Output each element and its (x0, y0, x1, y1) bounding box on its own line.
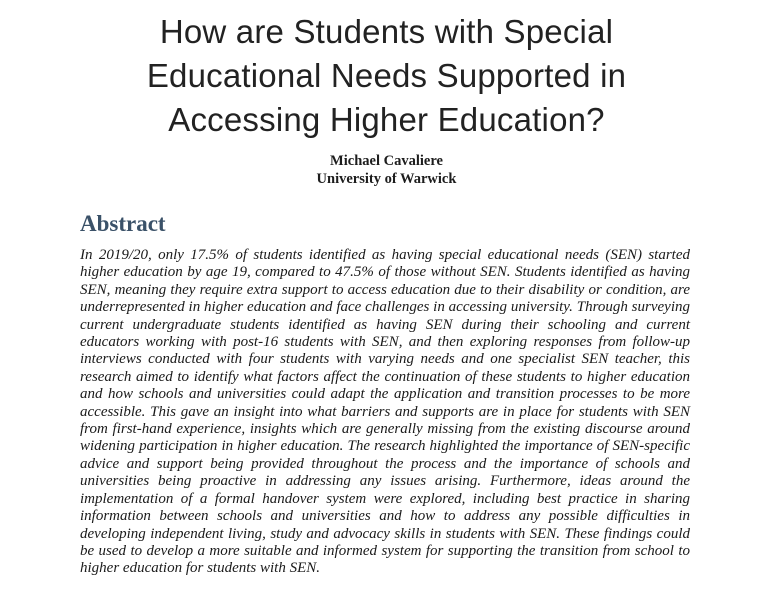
paper-title-line-1: How are Students with Special (159, 13, 614, 50)
author-name: Michael Cavaliere (330, 153, 443, 169)
paper-title (0, 0, 773, 142)
author-affiliation: University of Warwick (316, 170, 457, 187)
paper-title-line-3: Accessing Higher Education? (168, 101, 605, 138)
abstract-heading: Abstract (80, 211, 166, 236)
author-block (0, 153, 773, 188)
abstract-paragraph: In 2019/20, only 17.5% of students identified as having special educational needs (SEN) started higher education by age 19, compared to 47.5% of those without SEN. Students identified as having SEN, meaning they require extra support to access education due to their disability or condition, are underrepresented in higher education and face challenges in accessing university. Through surveying current undergraduate students identified as having SEN during their schooling and current educators working with post-16 students with SEN, and then exploring responses from follow-up interviews conducted with four students with varying needs and one specialist SEN teacher, this research aimed to identify what factors affect the continuation of these students to higher education and how schools and universities could adapt the application and transition processes to be more accessible. This gave an insight into what barriers and supports are in place for students with SEN from first-hand experience, insights which are generally missing from the existing discourse around widening participation in higher education. The research highlighted the importance of SEN-specific advice and support being provided throughout the process and the importance of schools and universities being proactive in addressing any issues arising. Furthermore, ideas around the implementation of a formal handover system were explored, including best practice in sharing information between schools and universities and how to address any possible difficulties in developing independent living, study and advocacy skills in students with SEN. These findings could be used to develop a more suitable and informed system for supporting the transition from school to higher education for students with SEN. (80, 247, 690, 577)
paper-title-line-2: Educational Needs Supported in (146, 57, 627, 94)
